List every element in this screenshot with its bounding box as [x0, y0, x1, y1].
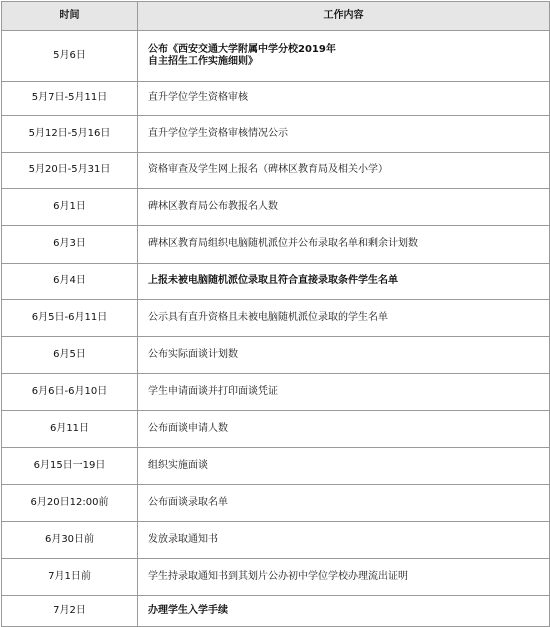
- row-content: 学生申请面谈并打印面谈凭证: [138, 374, 550, 411]
- table-row: [2, 337, 550, 374]
- table-row: [2, 189, 550, 226]
- table-row: [2, 226, 550, 264]
- row-time: 7月1日前: [2, 559, 138, 596]
- table-row: [2, 31, 550, 82]
- row-content: 办理学生入学手续: [138, 596, 550, 627]
- row-time: 6月4日: [2, 264, 138, 300]
- table-row: [2, 374, 550, 411]
- row-content: 直升学位学生资格审核情况公示: [138, 116, 550, 153]
- table-header-row: [2, 2, 550, 31]
- row-time: 6月11日: [2, 411, 138, 448]
- table-row: [2, 264, 550, 300]
- row-time: 6月20日12:00前: [2, 485, 138, 522]
- table-row: [2, 82, 550, 116]
- row-time: 6月1日: [2, 189, 138, 226]
- row-content: 学生持录取通知书到其划片公办初中学位学校办理流出证明: [138, 559, 550, 596]
- row-content: 资格审查及学生网上报名（碑林区教育局及相关小学）: [138, 153, 550, 189]
- column-header-time: 时间: [2, 2, 138, 31]
- table-row: [2, 153, 550, 189]
- row-content: 公布面谈申请人数: [138, 411, 550, 448]
- table-row: [2, 411, 550, 448]
- row-content: 组织实施面谈: [138, 448, 550, 485]
- schedule-table: [1, 1, 550, 627]
- row-time: 5月12日-5月16日: [2, 116, 138, 153]
- row-content: 公示具有直升资格且未被电脑随机派位录取的学生名单: [138, 300, 550, 337]
- row-time: 6月3日: [2, 226, 138, 264]
- table-row: [2, 559, 550, 596]
- row-time: 5月7日-5月11日: [2, 82, 138, 116]
- row-time: 6月5日: [2, 337, 138, 374]
- row-content: 公布实际面谈计划数: [138, 337, 550, 374]
- table-row: [2, 596, 550, 627]
- table-row: [2, 522, 550, 559]
- table-row: [2, 116, 550, 153]
- row-content: 碑林区教育局组织电脑随机派位并公布录取名单和剩余计划数: [138, 226, 550, 264]
- table-row: [2, 448, 550, 485]
- table-row: [2, 485, 550, 522]
- row-time: 6月15日一19日: [2, 448, 138, 485]
- row-content: 公布《西安交通大学附属中学分校2019年 自主招生工作实施细则》: [138, 31, 550, 82]
- row-content: 发放录取通知书: [138, 522, 550, 559]
- column-header-content: 工作内容: [138, 2, 550, 31]
- row-content: 上报未被电脑随机派位录取且符合直接录取条件学生名单: [138, 264, 550, 300]
- row-time: 7月2日: [2, 596, 138, 627]
- row-time: 6月6日-6月10日: [2, 374, 138, 411]
- row-time: 5月20日-5月31日: [2, 153, 138, 189]
- row-content: 碑林区教育局公布教报名人数: [138, 189, 550, 226]
- row-content: 公布面谈录取名单: [138, 485, 550, 522]
- row-time: 6月30日前: [2, 522, 138, 559]
- row-time: 5月6日: [2, 31, 138, 82]
- row-time: 6月5日-6月11日: [2, 300, 138, 337]
- table-row: [2, 300, 550, 337]
- row-content: 直升学位学生资格审核: [138, 82, 550, 116]
